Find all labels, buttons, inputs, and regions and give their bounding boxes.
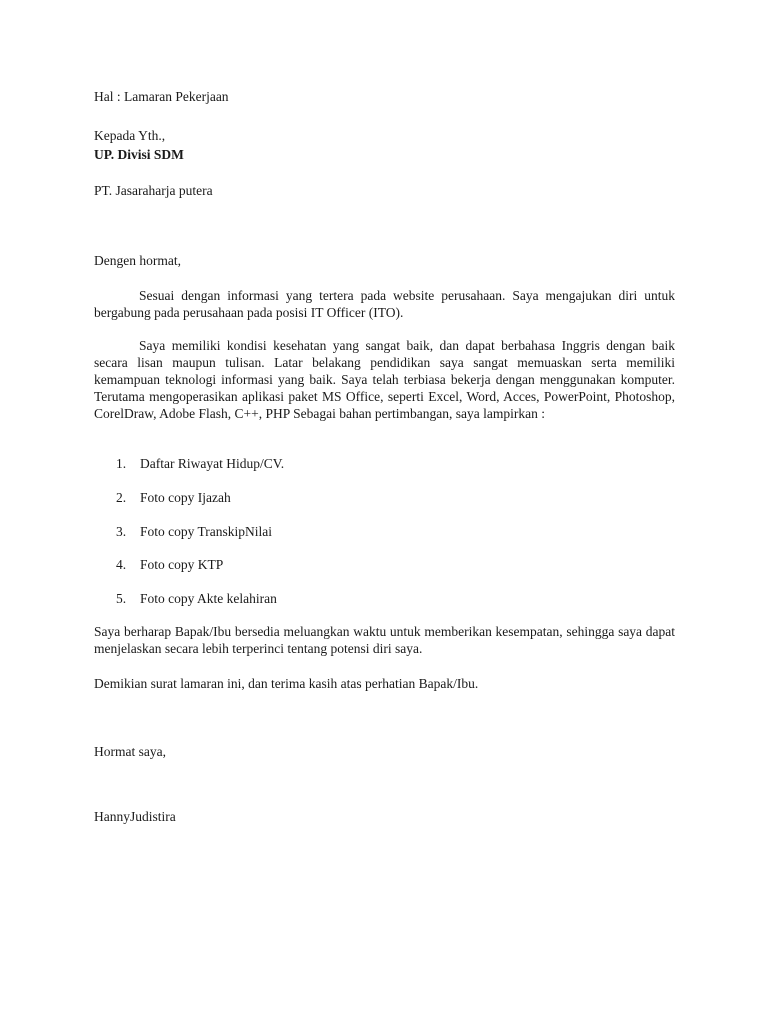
attachment-number: 5. xyxy=(116,591,127,606)
attachment-item xyxy=(116,489,231,506)
signature-name: HannyJudistira xyxy=(94,809,176,824)
attachment-number: 4. xyxy=(116,557,127,572)
attachment-text: Foto copy Ijazah xyxy=(140,490,231,505)
recipient-company: PT. Jasaraharja putera xyxy=(94,183,213,198)
sign-off: Hormat saya, xyxy=(94,744,166,759)
attachment-item xyxy=(116,455,284,472)
attachment-text: Foto copy TranskipNilai xyxy=(140,524,273,539)
attachment-text: Foto copy Akte kelahiran xyxy=(140,591,277,606)
attachment-item xyxy=(116,556,223,573)
closing-paragraph: Saya berharap Bapak/Ibu bersedia meluangkan waktu untuk memberikan kesempatan, sehingga saya dapat menjelaskan secara lebih terperinci tentang potensi diri saya. xyxy=(94,624,675,656)
salutation: Dengen hormat, xyxy=(94,253,181,268)
recipient-unit: UP. Divisi SDM xyxy=(94,147,184,162)
body-paragraph: Sesuai dengan informasi yang tertera pada website perusahaan. Saya mengajukan diri untuk bergabung pada perusahaan pada posisi IT Officer (ITO). xyxy=(94,288,675,320)
attachment-number: 2. xyxy=(116,490,127,505)
closing-paragraph: Demikian surat lamaran ini, dan terima kasih atas perhatian Bapak/Ibu. xyxy=(94,676,479,691)
attachment-item xyxy=(116,523,272,540)
recipient-greeting: Kepada Yth., xyxy=(94,128,166,143)
subject-line: Hal : Lamaran Pekerjaan xyxy=(94,89,229,104)
attachment-item xyxy=(116,590,277,607)
attachment-number: 3. xyxy=(116,524,127,539)
attachment-text: Foto copy KTP xyxy=(140,557,224,572)
body-paragraph: Saya memiliki kondisi kesehatan yang sangat baik, dan dapat berbahasa Inggris dengan baik secara lisan maupun tulisan. Latar belakang pendidikan saya sangat memuaskan serta memiliki kemampuan teknologi informasi yang baik. Saya telah terbiasa bekerja dengan menggunakan komputer. Terutama mengoperasikan aplikasi paket MS Office, seperti Excel, Word, Acces, PowerPoint, Photoshop, CorelDraw, Adobe Flash, C++, PHP Sebagai bahan pertimbangan, saya lampirkan : xyxy=(94,338,675,421)
attachment-text: Daftar Riwayat Hidup/CV. xyxy=(140,456,285,471)
attachment-number: 1. xyxy=(116,456,127,471)
